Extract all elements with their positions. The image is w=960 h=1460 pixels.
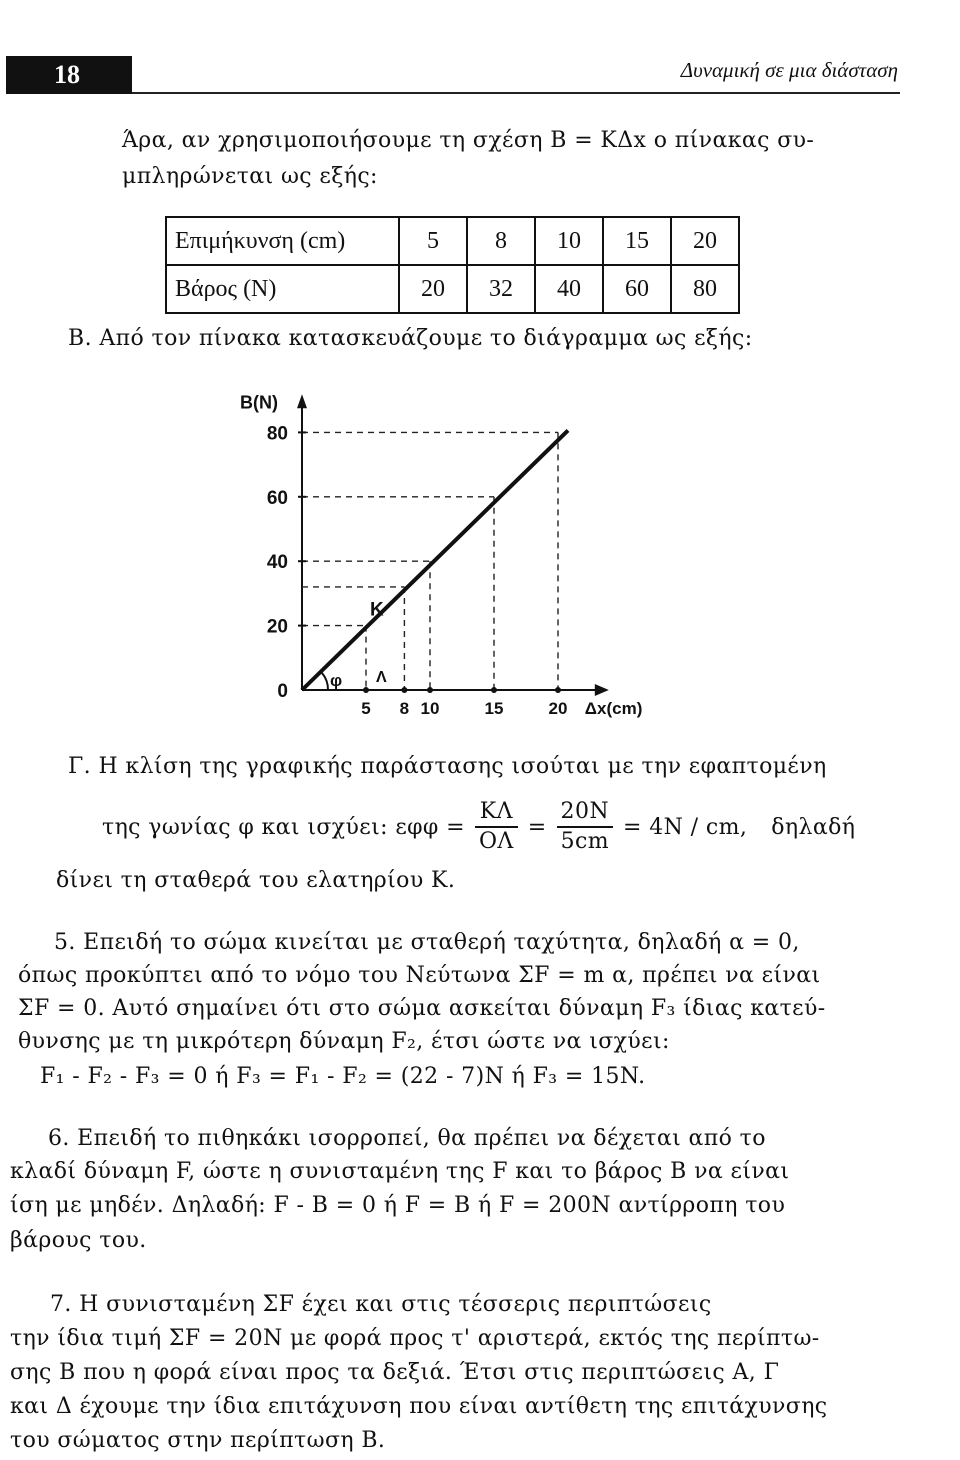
fraction-numerator: ΚΛ	[475, 798, 518, 828]
x-tick-label: 15	[484, 699, 504, 718]
y-tick-label: 60	[266, 487, 288, 509]
row-label-extension: Επιμήκυνση (cm)	[166, 217, 399, 265]
section-5-line-1: 5. Επειδή το σώμα κινείται με σταθερή ταχύτητα, δηλαδή α = 0,	[54, 930, 800, 955]
section-g-line-1: Γ. Η κλίση της γραφικής παράστασης ισούται με την εφαπτομένη	[68, 754, 827, 779]
table-cell: 32	[467, 265, 535, 313]
section-5-line-3: ΣF = 0. Αυτό σημαίνει ότι στο σώμα ασκείται δύναμη F₃ ίδιας κατεύ-	[18, 996, 826, 1021]
section-7-line-5: του σώματος στην περίπτωση Β.	[10, 1428, 386, 1453]
section-g-line-2-left: της γωνίας φ και ισχύει: εφφ =	[102, 814, 465, 840]
x-tick-label: 5	[361, 699, 371, 718]
section-6-line-4: βάρους του.	[10, 1228, 147, 1253]
running-title: Δυναμική σε μια διάσταση	[680, 58, 898, 82]
section-g-line-3: δίνει τη σταθερά του ελατηρίου Κ.	[56, 868, 456, 893]
x-tick-label: 20	[548, 699, 568, 718]
section-7-line-2: την ίδια τιμή ΣF = 20N με φορά προς τ' αριστερά, εκτός της περίπτω-	[10, 1326, 820, 1351]
row-label-weight: Βάρος (Ν)	[166, 265, 399, 313]
y-axis-arrow	[297, 394, 307, 408]
section-g-equation	[102, 798, 855, 856]
annotation-lambda: Λ	[376, 669, 387, 686]
section-5-line-5: F₁ - F₂ - F₃ = 0 ή F₃ = F₁ - F₂ = (22 - 7)N ή F₃ = 15N.	[40, 1064, 646, 1089]
table-cell: 15	[603, 217, 671, 265]
y-tick-label: 40	[266, 552, 288, 574]
fraction-denominator: ΟΛ	[478, 829, 514, 854]
phi-arc	[322, 673, 328, 690]
y-tick-label: 20	[266, 616, 288, 638]
x-tick-dot	[555, 687, 561, 693]
table-cell: 60	[603, 265, 671, 313]
table-cell: 20	[399, 265, 467, 313]
x-tick-dot	[427, 687, 433, 693]
section-7-line-1: 7. Η συνισταμένη ΣF έχει και στις τέσσερις περιπτώσεις	[50, 1292, 712, 1317]
section-g-line-2-right: = 4N / cm,	[623, 814, 748, 840]
section-7-line-4: και Δ έχουμε την ίδια επιτάχυνση που είναι αντίθετη της επιτάχυνσης	[10, 1394, 828, 1419]
fraction-numerator: 20N	[557, 798, 613, 828]
x-tick-label: 8	[399, 699, 410, 718]
fraction-kl-ol	[475, 798, 518, 856]
table-cell: 20	[671, 217, 739, 265]
data-line	[302, 430, 568, 690]
section-g-line-2-end: δηλαδή	[771, 814, 856, 840]
x-axis-label: Δx(cm)	[584, 699, 643, 718]
annotation-phi: φ	[330, 671, 343, 690]
section-7-line-3: σης Β που η φορά είναι προς τα δεξιά. Έτσι στις περιπτώσεις Α, Γ	[10, 1360, 780, 1385]
annotation-k: Κ	[370, 599, 384, 621]
x-tick-label: 10	[420, 699, 440, 718]
section-6-line-2: κλαδί δύναμη F, ώστε η συνισταμένη της F και το βάρος Β να είναι	[10, 1159, 790, 1184]
table-cell: 10	[535, 217, 603, 265]
y-tick-label: 0	[277, 681, 288, 702]
x-tick-dot	[363, 687, 369, 693]
y-tick-label: 80	[266, 423, 288, 445]
x-tick-dot	[491, 687, 497, 693]
table-cell: 8	[467, 217, 535, 265]
table-cell: 5	[399, 217, 467, 265]
page-number: 18	[6, 56, 132, 94]
table-cell: 80	[671, 265, 739, 313]
x-axis-arrow	[595, 684, 609, 696]
section-6-line-3: ίση με μηδέν. Δηλαδή: F - B = 0 ή F = B ή F = 200N αντίρροπη του	[10, 1193, 786, 1218]
section-b-text: Β. Από τον πίνακα κατασκευάζουμε το διάγραμμα ως εξής:	[68, 326, 753, 351]
intro-line-1: Άρα, αν χρησιμοποιήσουμε τη σχέση Β = ΚΔx ο πίνακας συ-	[122, 128, 815, 153]
fraction-20n-5cm	[557, 798, 613, 856]
fraction-denominator: 5cm	[560, 829, 609, 854]
x-tick-dot	[401, 687, 407, 693]
section-5-line-2: όπως προκύπτει από το νόμο του Νεύτωνα ΣF = m α, πρέπει να είναι	[18, 963, 821, 988]
intro-line-2: μπληρώνεται ως εξής:	[122, 164, 378, 189]
y-axis-label: B(N)	[240, 392, 278, 413]
section-5-line-4: θυνσης με τη μικρότερη δύναμη F₂, έτσι ώστε να ισχύει:	[18, 1029, 670, 1054]
section-6-line-1: 6. Επειδή το πιθηκάκι ισορροπεί, θα πρέπει να δέχεται από το	[48, 1126, 766, 1151]
table-cell: 40	[535, 265, 603, 313]
equals-sign: =	[527, 814, 547, 840]
